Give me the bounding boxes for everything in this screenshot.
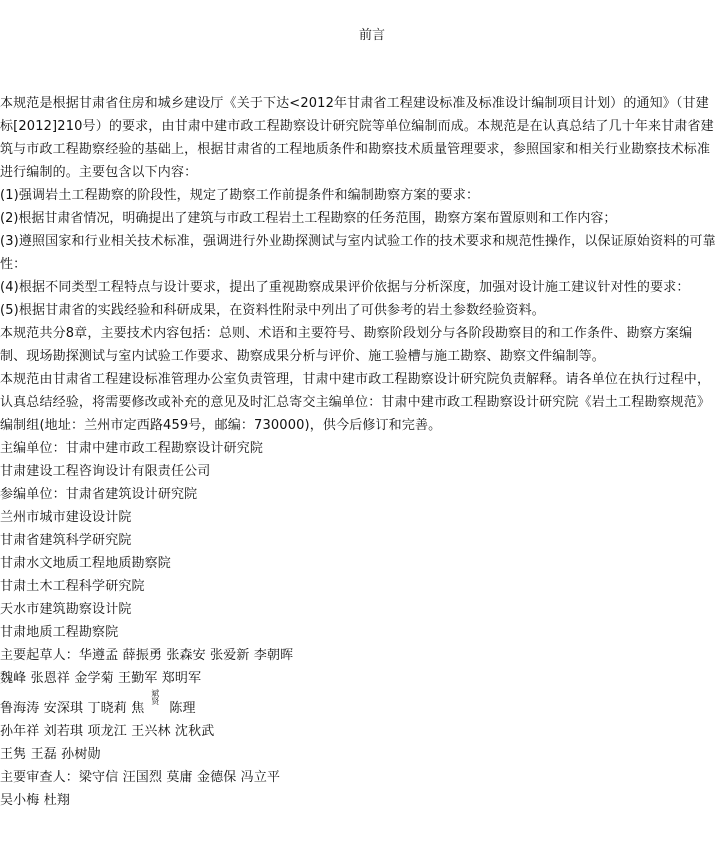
chief-unit-label: 主编单位：: [0, 441, 66, 456]
reviewers-names-1: 梁守信 汪国烈 莫庸 金德保 冯立平: [78, 770, 281, 785]
reviewers-line-1: [0, 766, 718, 789]
paragraph-item-3: (3)遵照国家和行业相关技术标准，强调进行外业勘探测试与室内试验工作的技术要求和规范性操作，以保证原始资料的可靠性：: [0, 234, 716, 272]
chief-unit-2: 甘肃建设工程咨询设计有限责任公司: [0, 464, 211, 479]
participating-unit-label: 参编单位：: [0, 487, 66, 502]
reviewers-label: 主要审查人：: [0, 770, 79, 785]
paragraph-management: 本规范由甘肃省工程建设标准管理办公室负责管理，甘肃中建市政工程勘察设计研究院负责解释。请各单位在执行过程中，认真总结经验，将需要修改或补充的意见及时汇总寄交主编单位：甘肃中建市政工程勘察设计研究院《岩土工程勘察规范》编制组(地址：兰州市定西路459号，邮编：730000)，供今后修订和完善。: [0, 372, 711, 433]
drafters-names-3b: 陈理: [169, 701, 196, 716]
drafters-line-3: [0, 690, 718, 720]
participating-unit-1: 甘肃省建筑设计研究院: [65, 487, 198, 502]
drafters-names-1: 华遵孟 薛振勇 张森安 张爱新 李朝晖: [78, 648, 294, 663]
participating-unit-3: 甘肃省建筑科学研究院: [0, 533, 132, 548]
document-body: [0, 92, 718, 812]
chief-unit-line: [0, 437, 718, 460]
paragraph-intro: 本规范是根据甘肃省住房和城乡建设厅《关于下达<2012年甘肃省工程建设标准及标准设计编制项目计划）的通知》（甘建标[2012]210号）的要求，由甘肃中建市政工程勘察设计研究院等单位编制而成。本规范是在认真总结了几十年来甘肃省建筑与市政工程勘察经验的基础上，根据甘肃省的工程地质条件和勘察技术质量管理要求，参照国家和相关行业勘察技术标准进行编制的。主要包含以下内容：: [0, 96, 714, 180]
participating-unit-6: 天水市建筑勘察设计院: [0, 602, 132, 617]
drafters-line-4: 孙年祥 刘若琪 项龙江 王兴林 沈秋武: [0, 724, 215, 739]
drafters-line-1: [0, 644, 718, 667]
reviewers-line-2: 吴小梅 杜翔: [0, 793, 71, 808]
paragraph-item-5: (5)根据甘肃省的实践经验和科研成果，在资料性附录中列出了可供参考的岩土参数经验资料。: [0, 303, 545, 318]
participating-unit-5: 甘肃土木工程科学研究院: [0, 579, 145, 594]
drafters-line-2: 魏峰 张恩祥 金学菊 王勤军 郑明军: [0, 671, 202, 686]
participating-unit-7: 甘肃地质工程勘察院: [0, 625, 119, 640]
participating-unit-4: 甘肃水文地质工程地质勘察院: [0, 556, 171, 571]
chief-unit-1: 甘肃中建市政工程勘察设计研究院: [65, 441, 264, 456]
paragraph-item-1: (1)强调岩土工程勘察的阶段性，规定了勘察工作前提条件和编制勘察方案的要求：: [0, 188, 480, 203]
paragraph-item-2: (2)根据甘肃省情况，明确提出了建筑与市政工程岩土工程勘察的任务范围，勘察方案布置原则和工作内容；: [0, 211, 617, 226]
participating-unit-line: [0, 483, 718, 506]
paragraph-item-4: (4)根据不同类型工程特点与设计要求，提出了重视勘察成果评价依据与分析深度，加强对设计施工建议针对性的要求：: [0, 280, 690, 295]
participating-unit-2: 兰州市城市建设设计院: [0, 510, 132, 525]
stacked-character: 斌贤: [151, 689, 160, 706]
drafters-line-5: 王隽 王磊 孙树勋: [0, 747, 101, 762]
page-title: 前言: [358, 28, 385, 43]
paragraph-chapters: 本规范共分8章，主要技术内容包括：总则、术语和主要符号、勘察阶段划分与各阶段勘察目的和工作条件、勘察方案编制、现场勘探测试与室内试验工作要求、勘察成果分析与评价、施工验槽与施工勘察、勘察文件编制等。: [0, 326, 693, 364]
drafters-names-3a: 鲁海涛 安深琪 丁晓莉 焦: [0, 701, 145, 716]
drafters-label: 主要起草人：: [0, 648, 79, 663]
